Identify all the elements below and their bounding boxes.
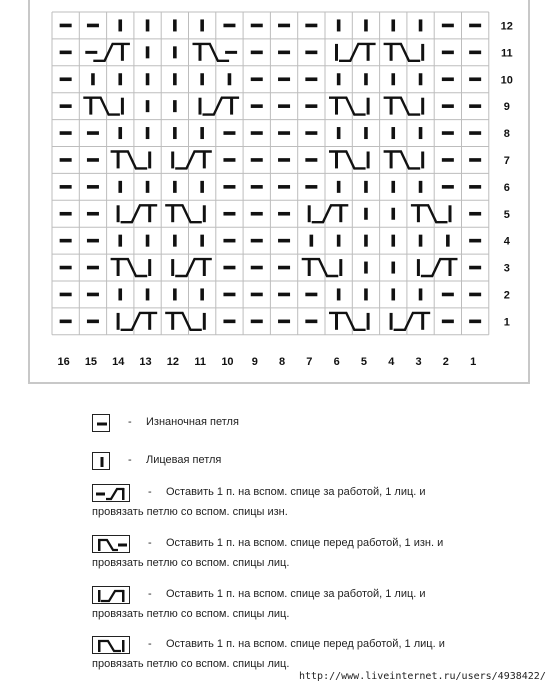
row-number: 10 bbox=[500, 74, 513, 87]
purl-stitch-mark bbox=[469, 131, 481, 135]
purl-stitch-mark bbox=[278, 77, 290, 81]
knit-stitch-mark bbox=[419, 73, 423, 85]
knit-stitch-mark bbox=[173, 100, 177, 112]
purl-stitch-mark bbox=[251, 185, 263, 189]
knit-stitch-mark bbox=[91, 73, 95, 85]
purl-stitch-mark bbox=[278, 266, 290, 270]
knit-stitch-mark bbox=[337, 19, 341, 31]
purl-stitch-mark bbox=[251, 51, 263, 55]
knit-stitch-mark bbox=[364, 127, 368, 139]
legend-description: Оставить 1 п. на вспом. спице перед работой, 1 лиц. и bbox=[166, 638, 445, 650]
knit-stitch-mark bbox=[391, 73, 395, 85]
purl-stitch-mark bbox=[251, 24, 263, 28]
purl-stitch-mark bbox=[251, 320, 263, 324]
cable-stitch-mark bbox=[199, 98, 240, 115]
legend-dash: - bbox=[148, 638, 152, 650]
knit-stitch-mark bbox=[419, 181, 423, 193]
purl-stitch-mark bbox=[278, 158, 290, 162]
cable-stitch-mark bbox=[171, 259, 212, 276]
knit-stitch-mark bbox=[364, 181, 368, 193]
legend-symbol-icon bbox=[92, 586, 130, 604]
legend-description-continued: провязать петлю со вспом. спицы изн. bbox=[92, 506, 288, 518]
cable-stitch-mark bbox=[302, 259, 343, 276]
purl-stitch-mark bbox=[251, 239, 263, 243]
cable-stitch-mark bbox=[329, 152, 370, 169]
column-number: 6 bbox=[333, 355, 340, 368]
legend-dash: - bbox=[148, 537, 152, 549]
knit-stitch-mark bbox=[364, 262, 368, 274]
cable-stitch-mark bbox=[117, 205, 158, 222]
purl-stitch-mark bbox=[223, 320, 235, 324]
row-number: 5 bbox=[503, 208, 510, 221]
purl-stitch-mark bbox=[278, 51, 290, 55]
column-number: 16 bbox=[57, 355, 70, 368]
knit-stitch-mark bbox=[200, 73, 204, 85]
column-number: 5 bbox=[360, 355, 368, 368]
knit-stitch-mark bbox=[146, 73, 150, 85]
knit-stitch-mark bbox=[200, 19, 204, 31]
purl-stitch-mark bbox=[223, 293, 235, 297]
purl-stitch-mark bbox=[278, 104, 290, 108]
cable-stitch-mark bbox=[384, 152, 425, 169]
purl-stitch-mark bbox=[278, 24, 290, 28]
knit-stitch-mark bbox=[391, 181, 395, 193]
knit-stitch-mark bbox=[337, 288, 341, 300]
purl-stitch-mark bbox=[60, 104, 72, 108]
purl-stitch-mark bbox=[251, 77, 263, 81]
row-number: 8 bbox=[503, 128, 510, 141]
purl-stitch-mark bbox=[223, 266, 235, 270]
legend-description-continued: провязать петлю со вспом. спицы лиц. bbox=[92, 557, 290, 569]
purl-stitch-mark bbox=[442, 51, 454, 55]
purl-stitch-mark bbox=[223, 131, 235, 135]
knit-stitch-mark bbox=[446, 235, 450, 247]
knit-stitch-mark bbox=[173, 73, 177, 85]
purl-stitch-mark bbox=[305, 51, 317, 55]
row-number: 2 bbox=[503, 289, 510, 302]
purl-stitch-mark bbox=[278, 239, 290, 243]
column-number: 12 bbox=[166, 355, 179, 368]
knit-stitch-mark bbox=[419, 235, 423, 247]
purl-stitch-mark bbox=[469, 212, 481, 216]
knit-stitch-mark bbox=[364, 235, 368, 247]
column-number: 11 bbox=[194, 355, 206, 368]
knit-stitch-mark bbox=[173, 288, 177, 300]
purl-stitch-mark bbox=[87, 158, 99, 162]
purl-stitch-mark bbox=[223, 212, 235, 216]
knit-stitch-mark bbox=[118, 73, 122, 85]
knit-stitch-mark bbox=[364, 288, 368, 300]
row-number: 12 bbox=[500, 20, 513, 33]
knit-stitch-mark bbox=[337, 181, 341, 193]
knit-stitch-mark bbox=[146, 19, 150, 31]
knit-stitch-mark bbox=[200, 127, 204, 139]
purl-stitch-mark bbox=[469, 293, 481, 297]
knit-stitch-mark bbox=[200, 288, 204, 300]
purl-stitch-mark bbox=[251, 212, 263, 216]
purl-stitch-mark bbox=[60, 293, 72, 297]
cable-stitch-mark bbox=[117, 313, 158, 330]
purl-stitch-mark bbox=[60, 320, 72, 324]
row-number: 3 bbox=[503, 262, 510, 275]
purl-stitch-mark bbox=[278, 131, 290, 135]
knit-stitch-mark bbox=[146, 127, 150, 139]
knit-stitch-mark bbox=[364, 19, 368, 31]
purl-stitch-mark bbox=[469, 239, 481, 243]
legend-dash: - bbox=[148, 486, 152, 498]
purl-stitch-mark bbox=[469, 77, 481, 81]
knit-stitch-mark bbox=[118, 19, 122, 31]
purl-stitch-mark bbox=[305, 185, 317, 189]
knit-stitch-mark bbox=[173, 181, 177, 193]
knit-stitch-mark bbox=[337, 235, 341, 247]
watermark-url: http://www.liveinternet.ru/users/4938422/ bbox=[299, 671, 546, 682]
purl-stitch-mark bbox=[305, 158, 317, 162]
legend-dash: - bbox=[128, 454, 132, 466]
knit-stitch-mark bbox=[173, 127, 177, 139]
purl-stitch-mark bbox=[87, 185, 99, 189]
legend-dash: - bbox=[128, 416, 132, 428]
row-number: 7 bbox=[503, 154, 510, 167]
legend-description-continued: провязать петлю со вспом. спицы лиц. bbox=[92, 608, 290, 620]
purl-stitch-mark bbox=[60, 77, 72, 81]
purl-stitch-mark bbox=[60, 158, 72, 162]
purl-stitch-mark bbox=[469, 24, 481, 28]
purl-stitch-mark bbox=[87, 320, 99, 324]
knit-stitch-mark bbox=[391, 235, 395, 247]
purl-stitch-mark bbox=[305, 320, 317, 324]
column-number: 3 bbox=[415, 355, 422, 368]
purl-stitch-mark bbox=[278, 212, 290, 216]
purl-stitch-mark bbox=[223, 24, 235, 28]
purl-stitch-mark bbox=[87, 293, 99, 297]
cable-stitch-mark bbox=[390, 313, 431, 330]
legend bbox=[0, 400, 552, 690]
knit-stitch-mark bbox=[146, 181, 150, 193]
legend-symbol-icon bbox=[92, 636, 130, 654]
cable-stitch-mark bbox=[308, 205, 349, 222]
cable-stitch-mark bbox=[329, 98, 370, 115]
purl-stitch-mark bbox=[469, 51, 481, 55]
cable-stitch-mark bbox=[329, 313, 370, 330]
column-number: 4 bbox=[388, 355, 395, 368]
knit-stitch-mark bbox=[391, 208, 395, 220]
cable-stitch-mark bbox=[111, 259, 152, 276]
purl-stitch-mark bbox=[278, 185, 290, 189]
purl-stitch-mark bbox=[469, 104, 481, 108]
purl-stitch-mark bbox=[442, 77, 454, 81]
purl-stitch-mark bbox=[223, 185, 235, 189]
purl-stitch-mark bbox=[469, 158, 481, 162]
column-number: 7 bbox=[306, 355, 313, 368]
purl-stitch-mark bbox=[87, 24, 99, 28]
purl-stitch-mark bbox=[60, 51, 72, 55]
knit-stitch-mark bbox=[173, 19, 177, 31]
purl-stitch-mark bbox=[305, 293, 317, 297]
knit-stitch-mark bbox=[146, 288, 150, 300]
purl-stitch-mark bbox=[60, 185, 72, 189]
purl-stitch-mark bbox=[278, 320, 290, 324]
purl-stitch-mark bbox=[442, 158, 454, 162]
purl-stitch-mark bbox=[442, 24, 454, 28]
purl-stitch-mark bbox=[223, 239, 235, 243]
cable-stitch-mark bbox=[165, 313, 206, 330]
cable-stitch-mark bbox=[171, 152, 212, 169]
purl-stitch-mark bbox=[60, 266, 72, 270]
purl-stitch-mark bbox=[442, 104, 454, 108]
legend-description: Лицевая петля bbox=[146, 454, 222, 466]
knit-stitch-mark bbox=[173, 46, 177, 58]
column-number: 13 bbox=[139, 355, 152, 368]
knit-stitch-mark bbox=[337, 73, 341, 85]
row-number: 9 bbox=[503, 101, 510, 114]
purl-stitch-mark bbox=[60, 212, 72, 216]
row-number: 1 bbox=[503, 316, 510, 329]
cable-stitch-mark bbox=[85, 44, 130, 61]
purl-stitch-mark bbox=[251, 293, 263, 297]
purl-stitch-mark bbox=[442, 320, 454, 324]
purl-stitch-mark bbox=[87, 212, 99, 216]
knit-stitch-mark bbox=[364, 208, 368, 220]
column-number: 15 bbox=[84, 355, 98, 368]
cable-stitch-mark bbox=[384, 44, 425, 61]
knit-stitch-mark bbox=[228, 73, 232, 85]
column-number: 14 bbox=[112, 355, 125, 368]
purl-stitch-mark bbox=[469, 185, 481, 189]
purl-stitch-mark bbox=[60, 239, 72, 243]
row-number: 4 bbox=[503, 235, 510, 248]
purl-stitch-mark bbox=[251, 158, 263, 162]
column-number: 1 bbox=[470, 355, 477, 368]
knit-stitch-mark bbox=[391, 262, 395, 274]
cable-stitch-mark bbox=[165, 205, 206, 222]
legend-symbol-icon bbox=[92, 414, 110, 432]
legend-symbol-icon bbox=[92, 484, 130, 502]
row-number: 6 bbox=[503, 181, 510, 194]
purl-stitch-mark bbox=[442, 293, 454, 297]
cable-stitch-mark bbox=[335, 44, 376, 61]
purl-stitch-mark bbox=[305, 131, 317, 135]
knit-stitch-mark bbox=[391, 19, 395, 31]
purl-stitch-mark bbox=[442, 131, 454, 135]
purl-stitch-mark bbox=[278, 293, 290, 297]
purl-stitch-mark bbox=[251, 266, 263, 270]
column-number: 9 bbox=[251, 355, 258, 368]
knit-stitch-mark bbox=[118, 127, 122, 139]
purl-stitch-mark bbox=[251, 131, 263, 135]
legend-symbol-icon bbox=[92, 535, 130, 553]
knit-stitch-mark bbox=[146, 100, 150, 112]
knit-stitch-mark bbox=[364, 73, 368, 85]
column-number: 8 bbox=[278, 355, 286, 368]
legend-description: Оставить 1 п. на вспом. спице за работой, 1 лиц. и bbox=[166, 588, 426, 600]
cable-stitch-mark bbox=[417, 259, 458, 276]
purl-stitch-mark bbox=[305, 104, 317, 108]
legend-dash: - bbox=[148, 588, 152, 600]
cable-stitch-mark bbox=[111, 152, 152, 169]
purl-stitch-mark bbox=[469, 266, 481, 270]
column-number: 2 bbox=[442, 355, 449, 368]
purl-stitch-mark bbox=[305, 77, 317, 81]
purl-stitch-mark bbox=[469, 320, 481, 324]
knit-stitch-mark bbox=[200, 235, 204, 247]
legend-description: Оставить 1 п. на вспом. спице перед работой, 1 изн. и bbox=[166, 537, 444, 549]
cable-stitch-mark bbox=[83, 98, 124, 115]
knit-stitch-mark bbox=[173, 235, 177, 247]
purl-stitch-mark bbox=[87, 131, 99, 135]
row-number: 11 bbox=[500, 47, 513, 60]
knit-stitch-mark bbox=[391, 288, 395, 300]
knit-stitch-mark bbox=[391, 127, 395, 139]
knit-stitch-mark bbox=[419, 288, 423, 300]
knit-stitch-mark bbox=[118, 181, 122, 193]
knit-stitch-mark bbox=[146, 46, 150, 58]
purl-stitch-mark bbox=[223, 158, 235, 162]
knit-stitch-mark bbox=[337, 127, 341, 139]
knit-stitch-mark bbox=[200, 181, 204, 193]
purl-stitch-mark bbox=[442, 185, 454, 189]
knit-stitch-mark bbox=[419, 127, 423, 139]
cable-stitch-mark bbox=[193, 44, 238, 61]
knit-stitch-mark bbox=[419, 19, 423, 31]
knit-stitch-mark bbox=[310, 235, 314, 247]
legend-description: Изнаночная петля bbox=[146, 416, 239, 428]
purl-stitch-mark bbox=[87, 239, 99, 243]
purl-stitch-mark bbox=[305, 24, 317, 28]
purl-stitch-mark bbox=[251, 104, 263, 108]
purl-stitch-mark bbox=[60, 131, 72, 135]
knit-stitch-mark bbox=[118, 235, 122, 247]
knit-stitch-mark bbox=[146, 235, 150, 247]
purl-stitch-mark bbox=[87, 266, 99, 270]
purl-stitch-mark bbox=[60, 24, 72, 28]
legend-symbol-icon bbox=[92, 452, 110, 470]
legend-description-continued: провязать петлю со вспом. спицы лиц. bbox=[92, 658, 290, 670]
cable-stitch-mark bbox=[411, 205, 452, 222]
legend-description: Оставить 1 п. на вспом. спице за работой, 1 лиц. и bbox=[166, 486, 426, 498]
cable-stitch-mark bbox=[384, 98, 425, 115]
column-number: 10 bbox=[221, 355, 234, 368]
knit-stitch-mark bbox=[118, 288, 122, 300]
